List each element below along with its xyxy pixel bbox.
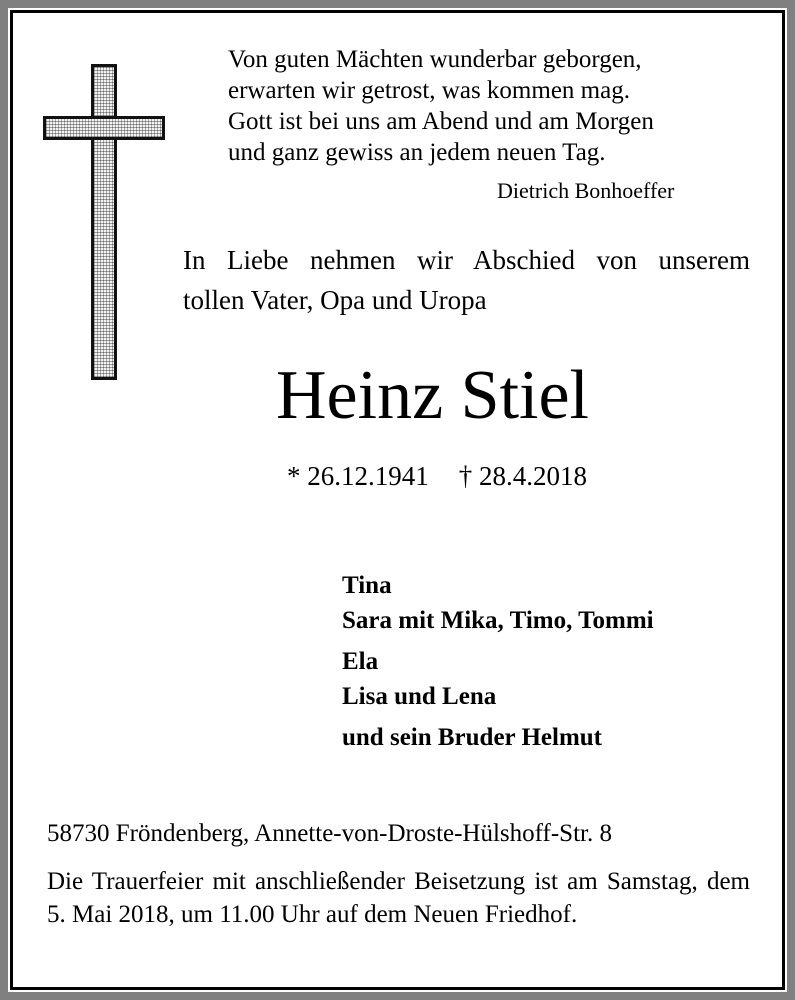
family-list [342,568,654,761]
poem-block [228,44,654,168]
birth-date: * 26.12.1941 [287,461,429,491]
poem-line: und ganz gewiss an jedem neuen Tag. [228,139,606,166]
life-dates [287,460,587,492]
intro-line: tollen Vater, Opa und Uropa [183,285,487,315]
family-group [342,568,654,638]
family-member: Ela [342,648,379,675]
poem-line: erwarten wir getrost, was kommen mag. [228,77,630,104]
cross-horizontal-beam [43,116,165,140]
death-date: † 28.4.2018 [458,461,587,491]
intro-line: In Liebe nehmen wir Abschied von unserem [183,245,750,275]
family-member: Tina [342,572,392,599]
cross-vertical-beam [91,64,117,380]
poem-line: Von guten Mächten wunderbar geborgen, [228,46,642,73]
family-member: Sara mit Mika, Timo, Tommi [342,607,654,634]
ceremony-notice: Die Trauerfeier mit anschließender Beisetzung ist am Samstag, dem 5. Mai 2018, um 11.00 Uhr auf dem Neuen Friedhof. [47,868,750,928]
address: 58730 Fröndenberg, Annette-von-Droste-Hülshoff-Str. 8 [47,820,612,847]
intro-text [183,240,750,320]
poem-line: Gott ist bei uns am Abend und am Morgen [228,108,654,135]
deceased-name: Heinz Stiel [276,357,589,434]
poem-author: Dietrich Bonhoeffer [497,178,675,203]
family-member: Lisa und Lena [342,683,497,710]
family-member: und sein Bruder Helmut [342,724,602,751]
family-group [342,644,654,714]
